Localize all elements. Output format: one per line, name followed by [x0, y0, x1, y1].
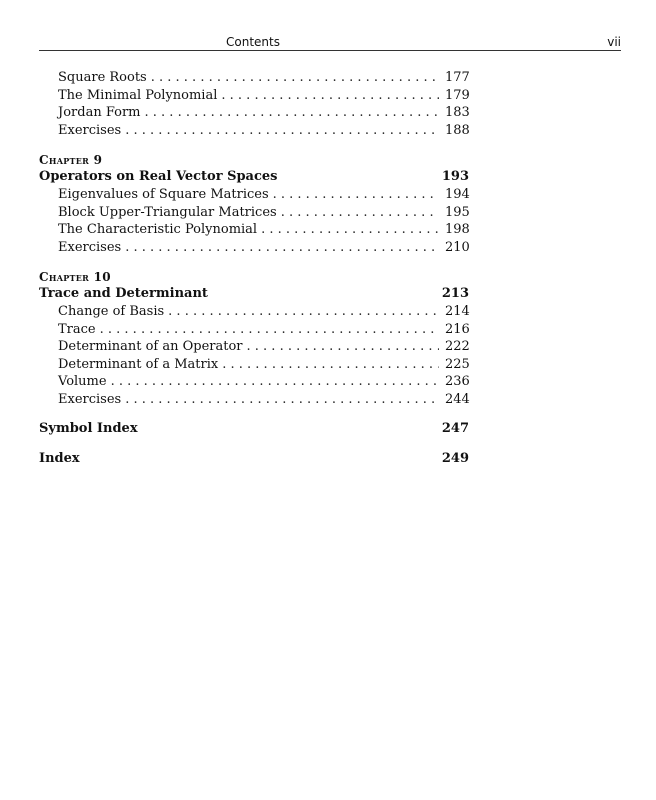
toc-entry-page: 194 [445, 187, 470, 202]
toc-entry[interactable] [39, 186, 469, 204]
toc-entry[interactable] [39, 221, 469, 239]
toc-entry[interactable] [39, 391, 469, 409]
chapter-9-title-text: Operators on Real Vector Spaces [39, 169, 278, 184]
dot-leader [125, 239, 439, 257]
toc-entry-page: 222 [445, 339, 470, 354]
toc-entry-label: Jordan Form [58, 105, 141, 120]
toc-entry-page: 225 [445, 356, 470, 372]
dot-leader [221, 87, 439, 105]
toc-entry-label: Volume [58, 374, 107, 389]
toc-entry-page: 177 [445, 70, 470, 85]
dot-leader [261, 221, 439, 239]
toc-entry-page: 236 [445, 374, 470, 389]
toc-entry-label: Block Upper-Triangular Matrices [58, 204, 277, 220]
toc-entry-label: Exercises [58, 239, 122, 255]
dot-leader [125, 391, 439, 409]
toc-entry-label: Determinant of a Matrix [58, 356, 219, 372]
chapter-9-label: Chapter 9 [39, 153, 103, 167]
toc-entry-page: 198 [445, 222, 470, 237]
toc-entry[interactable] [39, 239, 469, 257]
dot-leader [111, 373, 439, 391]
symbol-index-page: 247 [441, 421, 469, 436]
toc-entry[interactable] [39, 303, 469, 321]
toc-entry[interactable] [39, 104, 469, 122]
toc-entry-label: The Characteristic Polynomial [58, 222, 258, 237]
symbol-index-label: Symbol Index [39, 421, 138, 436]
chapter-9-page: 193 [441, 169, 469, 184]
toc-entry-page: 216 [445, 321, 470, 337]
dot-leader [168, 303, 439, 321]
chapter-10-title-text: Trace and Determinant [39, 286, 208, 301]
toc-entry[interactable] [39, 321, 469, 339]
toc-entry-label: Trace [58, 321, 96, 337]
toc-entry-label: Eigenvalues of Square Matrices [58, 187, 269, 202]
dot-leader [222, 356, 439, 374]
chapter-10-page: 213 [441, 286, 469, 301]
toc-entry-label: The Minimal Polynomial [58, 87, 218, 103]
symbol-index-entry[interactable] [39, 420, 469, 438]
toc-entry-label: Exercises [58, 122, 122, 138]
toc-entry[interactable] [39, 338, 469, 356]
toc-entry-page: 188 [445, 122, 470, 138]
toc-entry-label: Exercises [58, 391, 122, 407]
chapter-9-title[interactable] [39, 168, 469, 186]
chapter-10-label: Chapter 10 [39, 270, 111, 284]
index-label: Index [39, 451, 80, 466]
toc-entry-page: 183 [445, 105, 470, 120]
dot-leader [145, 104, 439, 122]
toc-entry-label: Determinant of an Operator [58, 339, 243, 354]
toc-entry-page: 195 [445, 204, 470, 220]
header-page-number: vii [607, 35, 621, 49]
toc-entry-page: 214 [445, 304, 470, 319]
dot-leader [100, 321, 439, 339]
toc-entry-page: 210 [445, 239, 470, 255]
toc-entry[interactable] [39, 204, 469, 222]
dot-leader [125, 122, 439, 140]
toc-entry-page: 179 [445, 87, 470, 103]
dot-leader [247, 338, 439, 356]
toc-entry-label: Change of Basis [58, 304, 165, 319]
toc-entry[interactable] [39, 69, 469, 87]
toc-entry[interactable] [39, 373, 469, 391]
toc-entry-page: 244 [445, 391, 470, 407]
dot-leader [151, 69, 439, 87]
dot-leader [273, 186, 439, 204]
toc-entry[interactable] [39, 122, 469, 140]
table-of-contents [39, 69, 469, 468]
dot-leader [281, 204, 439, 222]
running-header [39, 34, 621, 51]
index-page: 249 [441, 451, 469, 466]
index-entry[interactable] [39, 450, 469, 468]
header-title: Contents [226, 35, 280, 49]
toc-entry-label: Square Roots [58, 70, 147, 85]
toc-entry[interactable] [39, 356, 469, 374]
toc-entry[interactable] [39, 87, 469, 105]
chapter-10-title[interactable] [39, 285, 469, 303]
